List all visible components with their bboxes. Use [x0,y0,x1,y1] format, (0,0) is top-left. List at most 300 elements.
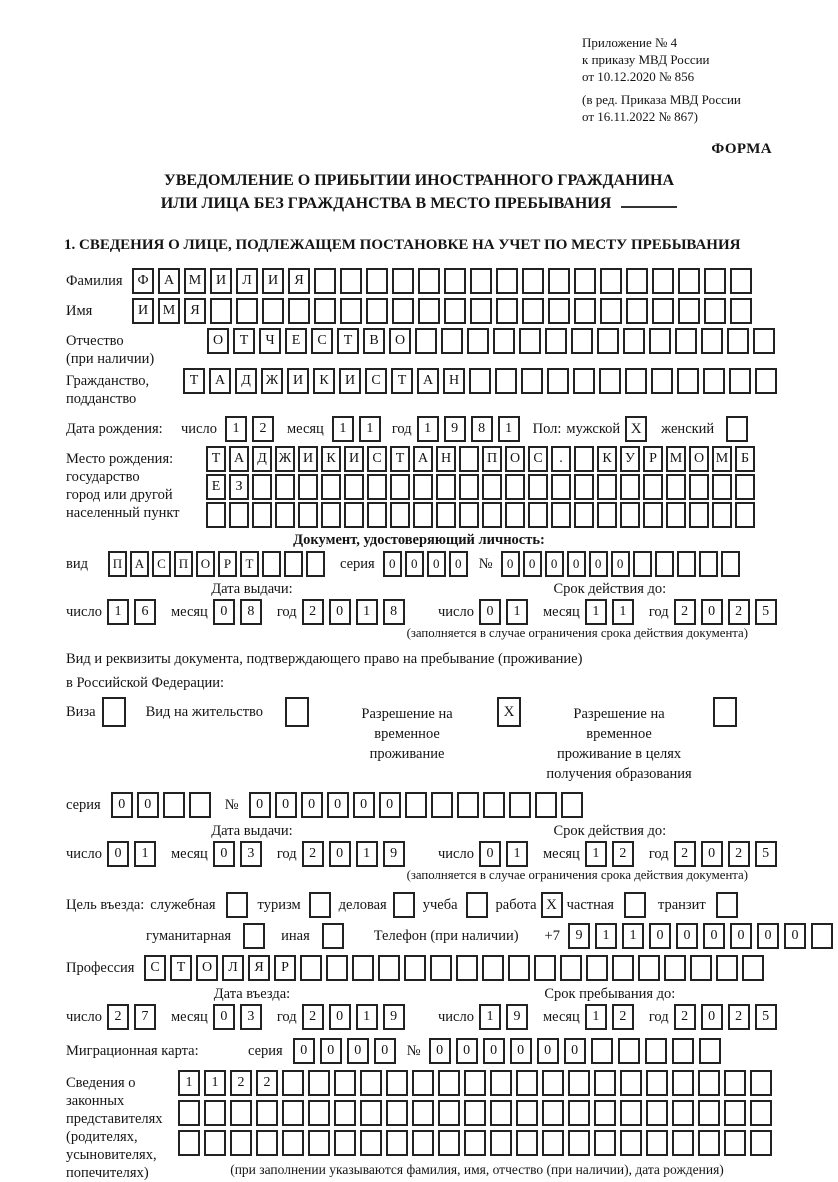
char-cell[interactable] [716,955,738,981]
char-cell[interactable]: С [144,955,166,981]
char-cell[interactable]: 0 [327,792,349,818]
char-cell[interactable] [811,923,833,949]
char-cell[interactable]: 0 [703,923,725,949]
char-cell[interactable] [252,502,272,528]
char-cell[interactable] [698,1070,720,1096]
char-cell[interactable] [677,551,696,577]
male-checkbox[interactable]: X [625,416,647,442]
char-cell[interactable] [548,298,570,324]
char-cell[interactable] [600,298,622,324]
char-cell[interactable]: М [666,446,686,472]
char-cell[interactable]: Я [288,268,310,294]
char-cell[interactable] [646,1070,668,1096]
char-cell[interactable] [367,474,387,500]
char-cell[interactable]: 9 [568,923,590,949]
char-cell[interactable] [204,1130,226,1156]
char-cell[interactable]: Т [233,328,255,354]
char-cell[interactable] [727,328,749,354]
char-cell[interactable] [712,502,732,528]
char-cell[interactable]: А [158,268,180,294]
char-cell[interactable] [574,298,596,324]
char-cell[interactable]: С [311,328,333,354]
char-cell[interactable] [545,328,567,354]
char-cell[interactable] [482,474,502,500]
char-cell[interactable] [344,502,364,528]
char-cell[interactable]: С [367,446,387,472]
char-cell[interactable] [568,1070,590,1096]
char-cell[interactable]: . [551,446,571,472]
char-cell[interactable]: У [620,446,640,472]
char-cell[interactable] [528,474,548,500]
char-cell[interactable] [698,1100,720,1126]
char-cell[interactable]: С [152,551,171,577]
char-cell[interactable]: 0 [449,551,468,577]
char-cell[interactable] [643,474,663,500]
char-cell[interactable] [418,298,440,324]
char-cell[interactable]: 0 [483,1038,505,1064]
char-cell[interactable]: Я [248,955,270,981]
char-cell[interactable]: И [344,446,364,472]
char-cell[interactable] [392,298,414,324]
char-cell[interactable]: 0 [213,599,235,625]
char-cell[interactable] [625,368,647,394]
char-cell[interactable]: 0 [301,792,323,818]
char-cell[interactable] [306,551,325,577]
char-cell[interactable]: К [313,368,335,394]
char-cell[interactable] [755,368,777,394]
char-cell[interactable]: П [482,446,502,472]
char-cell[interactable] [516,1100,538,1126]
char-cell[interactable] [638,955,660,981]
char-cell[interactable] [729,368,751,394]
char-cell[interactable] [666,474,686,500]
char-cell[interactable] [321,474,341,500]
char-cell[interactable] [314,298,336,324]
char-cell[interactable] [516,1130,538,1156]
char-cell[interactable]: 0 [523,551,542,577]
char-cell[interactable] [574,268,596,294]
char-cell[interactable]: 0 [374,1038,396,1064]
char-cell[interactable]: Ж [261,368,283,394]
char-cell[interactable]: И [287,368,309,394]
char-cell[interactable] [620,502,640,528]
char-cell[interactable] [386,1070,408,1096]
char-cell[interactable] [496,268,518,294]
char-cell[interactable] [413,502,433,528]
char-cell[interactable] [390,502,410,528]
char-cell[interactable]: 0 [405,551,424,577]
char-cell[interactable] [516,1070,538,1096]
char-cell[interactable]: 1 [506,841,528,867]
char-cell[interactable] [646,1130,668,1156]
char-cell[interactable] [704,268,726,294]
char-cell[interactable]: Е [285,328,307,354]
char-cell[interactable] [672,1070,694,1096]
char-cell[interactable] [482,955,504,981]
char-cell[interactable] [703,368,725,394]
char-cell[interactable]: С [365,368,387,394]
char-cell[interactable] [334,1070,356,1096]
char-cell[interactable] [412,1070,434,1096]
char-cell[interactable]: И [339,368,361,394]
char-cell[interactable] [412,1130,434,1156]
char-cell[interactable] [620,1130,642,1156]
char-cell[interactable] [275,502,295,528]
char-cell[interactable]: 8 [471,416,493,442]
char-cell[interactable]: 3 [240,1004,262,1030]
char-cell[interactable]: М [712,446,732,472]
char-cell[interactable] [597,502,617,528]
char-cell[interactable]: 0 [611,551,630,577]
char-cell[interactable] [300,955,322,981]
char-cell[interactable] [672,1038,694,1064]
char-cell[interactable]: 0 [347,1038,369,1064]
char-cell[interactable]: 0 [545,551,564,577]
char-cell[interactable] [470,268,492,294]
char-cell[interactable] [730,298,752,324]
char-cell[interactable]: 0 [329,599,351,625]
char-cell[interactable] [505,502,525,528]
char-cell[interactable] [574,446,594,472]
char-cell[interactable] [444,298,466,324]
char-cell[interactable] [724,1100,746,1126]
char-cell[interactable]: 1 [479,1004,501,1030]
char-cell[interactable]: О [505,446,525,472]
char-cell[interactable]: 0 [567,551,586,577]
char-cell[interactable] [724,1070,746,1096]
char-cell[interactable]: 6 [134,599,156,625]
temp-permit-checkbox[interactable]: X [497,697,521,727]
char-cell[interactable] [256,1100,278,1126]
char-cell[interactable]: З [229,474,249,500]
char-cell[interactable] [431,792,453,818]
char-cell[interactable] [459,446,479,472]
char-cell[interactable]: Л [236,268,258,294]
char-cell[interactable] [456,955,478,981]
char-cell[interactable] [490,1100,512,1126]
char-cell[interactable] [649,328,671,354]
char-cell[interactable] [413,474,433,500]
char-cell[interactable] [730,268,752,294]
char-cell[interactable] [340,268,362,294]
char-cell[interactable]: 0 [137,792,159,818]
char-cell[interactable]: 0 [501,551,520,577]
char-cell[interactable] [548,268,570,294]
char-cell[interactable]: М [158,298,180,324]
char-cell[interactable] [467,328,489,354]
char-cell[interactable]: 0 [213,841,235,867]
char-cell[interactable]: В [363,328,385,354]
char-cell[interactable]: И [262,268,284,294]
char-cell[interactable]: Т [183,368,205,394]
char-cell[interactable]: 1 [417,416,439,442]
char-cell[interactable] [699,1038,721,1064]
char-cell[interactable]: Т [390,446,410,472]
char-cell[interactable] [334,1100,356,1126]
char-cell[interactable] [438,1070,460,1096]
char-cell[interactable] [288,298,310,324]
char-cell[interactable]: 0 [379,792,401,818]
char-cell[interactable] [672,1100,694,1126]
char-cell[interactable] [568,1100,590,1126]
char-cell[interactable] [547,368,569,394]
char-cell[interactable]: 0 [111,792,133,818]
char-cell[interactable] [282,1070,304,1096]
char-cell[interactable] [561,792,583,818]
char-cell[interactable] [750,1100,772,1126]
char-cell[interactable] [496,298,518,324]
char-cell[interactable]: 5 [755,841,777,867]
char-cell[interactable] [459,474,479,500]
char-cell[interactable] [542,1100,564,1126]
char-cell[interactable] [620,1100,642,1126]
char-cell[interactable]: 0 [383,551,402,577]
char-cell[interactable]: П [174,551,193,577]
char-cell[interactable]: 1 [356,841,378,867]
char-cell[interactable] [651,368,673,394]
char-cell[interactable] [678,298,700,324]
char-cell[interactable] [594,1070,616,1096]
char-cell[interactable]: 2 [107,1004,129,1030]
char-cell[interactable] [314,268,336,294]
char-cell[interactable]: 0 [275,792,297,818]
female-checkbox[interactable] [726,416,748,442]
char-cell[interactable]: 2 [612,1004,634,1030]
purpose-humanitarian-checkbox[interactable] [243,923,265,949]
char-cell[interactable]: А [417,368,439,394]
char-cell[interactable] [230,1130,252,1156]
char-cell[interactable]: 1 [498,416,520,442]
char-cell[interactable] [626,268,648,294]
char-cell[interactable]: 0 [730,923,752,949]
char-cell[interactable] [252,474,272,500]
char-cell[interactable]: 2 [230,1070,252,1096]
char-cell[interactable]: Т [206,446,226,472]
char-cell[interactable]: 0 [329,1004,351,1030]
char-cell[interactable] [438,1130,460,1156]
char-cell[interactable] [483,792,505,818]
char-cell[interactable]: Е [206,474,226,500]
char-cell[interactable] [284,551,303,577]
char-cell[interactable]: 9 [383,1004,405,1030]
char-cell[interactable] [441,328,463,354]
char-cell[interactable] [360,1070,382,1096]
char-cell[interactable]: 1 [356,1004,378,1030]
char-cell[interactable]: 2 [302,841,324,867]
char-cell[interactable] [586,955,608,981]
purpose-tourism-checkbox[interactable] [309,892,331,918]
char-cell[interactable] [735,502,755,528]
char-cell[interactable]: 0 [649,923,671,949]
char-cell[interactable]: 7 [134,1004,156,1030]
char-cell[interactable]: О [689,446,709,472]
char-cell[interactable]: 1 [134,841,156,867]
char-cell[interactable] [469,368,491,394]
char-cell[interactable] [360,1100,382,1126]
char-cell[interactable]: 0 [701,1004,723,1030]
char-cell[interactable] [436,474,456,500]
char-cell[interactable]: 1 [585,599,607,625]
char-cell[interactable] [600,268,622,294]
char-cell[interactable] [470,298,492,324]
char-cell[interactable]: 1 [107,599,129,625]
char-cell[interactable] [493,328,515,354]
char-cell[interactable] [366,298,388,324]
char-cell[interactable] [522,298,544,324]
char-cell[interactable] [623,328,645,354]
char-cell[interactable] [689,474,709,500]
purpose-other-checkbox[interactable] [322,923,344,949]
char-cell[interactable] [390,474,410,500]
char-cell[interactable]: К [597,446,617,472]
char-cell[interactable]: 0 [479,841,501,867]
char-cell[interactable]: 5 [755,599,777,625]
char-cell[interactable] [436,502,456,528]
char-cell[interactable] [340,298,362,324]
char-cell[interactable] [712,474,732,500]
char-cell[interactable] [620,1070,642,1096]
char-cell[interactable] [597,328,619,354]
char-cell[interactable] [457,792,479,818]
char-cell[interactable]: Я [184,298,206,324]
char-cell[interactable]: 0 [107,841,129,867]
char-cell[interactable]: 2 [256,1070,278,1096]
char-cell[interactable]: Т [240,551,259,577]
char-cell[interactable]: 0 [757,923,779,949]
char-cell[interactable] [542,1070,564,1096]
char-cell[interactable] [618,1038,640,1064]
char-cell[interactable] [591,1038,613,1064]
char-cell[interactable] [367,502,387,528]
char-cell[interactable]: 0 [589,551,608,577]
char-cell[interactable] [666,502,686,528]
char-cell[interactable]: 0 [537,1038,559,1064]
char-cell[interactable] [560,955,582,981]
char-cell[interactable]: 2 [728,841,750,867]
char-cell[interactable]: Т [391,368,413,394]
char-cell[interactable] [386,1100,408,1126]
char-cell[interactable] [282,1130,304,1156]
purpose-work-checkbox[interactable]: X [541,892,563,918]
char-cell[interactable] [689,502,709,528]
char-cell[interactable] [664,955,686,981]
char-cell[interactable] [620,474,640,500]
char-cell[interactable] [699,551,718,577]
char-cell[interactable]: 2 [674,841,696,867]
char-cell[interactable]: О [196,551,215,577]
char-cell[interactable] [189,792,211,818]
char-cell[interactable] [386,1130,408,1156]
char-cell[interactable] [551,502,571,528]
char-cell[interactable]: А [229,446,249,472]
char-cell[interactable]: 2 [302,1004,324,1030]
char-cell[interactable]: Ж [275,446,295,472]
char-cell[interactable] [534,955,556,981]
residence-permit-checkbox[interactable] [285,697,309,727]
char-cell[interactable] [412,1100,434,1126]
char-cell[interactable] [256,1130,278,1156]
char-cell[interactable]: А [130,551,149,577]
char-cell[interactable] [236,298,258,324]
char-cell[interactable]: Ч [259,328,281,354]
char-cell[interactable] [366,268,388,294]
char-cell[interactable]: 0 [676,923,698,949]
char-cell[interactable]: 0 [427,551,446,577]
char-cell[interactable] [655,551,674,577]
char-cell[interactable] [508,955,530,981]
char-cell[interactable]: Р [274,955,296,981]
char-cell[interactable]: 5 [755,1004,777,1030]
char-cell[interactable] [568,1130,590,1156]
char-cell[interactable]: 0 [701,841,723,867]
char-cell[interactable] [594,1130,616,1156]
char-cell[interactable] [704,298,726,324]
char-cell[interactable] [652,268,674,294]
char-cell[interactable] [298,474,318,500]
char-cell[interactable]: 1 [225,416,247,442]
char-cell[interactable] [753,328,775,354]
char-cell[interactable] [528,502,548,528]
char-cell[interactable] [308,1070,330,1096]
char-cell[interactable]: К [321,446,341,472]
char-cell[interactable]: 1 [178,1070,200,1096]
char-cell[interactable]: И [132,298,154,324]
char-cell[interactable]: 2 [612,841,634,867]
char-cell[interactable]: О [196,955,218,981]
char-cell[interactable]: Д [252,446,272,472]
char-cell[interactable]: 2 [728,599,750,625]
char-cell[interactable] [495,368,517,394]
char-cell[interactable]: 2 [252,416,274,442]
char-cell[interactable] [308,1130,330,1156]
char-cell[interactable] [571,328,593,354]
char-cell[interactable] [438,1100,460,1126]
char-cell[interactable] [626,298,648,324]
char-cell[interactable] [262,298,284,324]
char-cell[interactable]: Л [222,955,244,981]
char-cell[interactable] [459,502,479,528]
char-cell[interactable]: М [184,268,206,294]
char-cell[interactable] [750,1130,772,1156]
char-cell[interactable] [521,368,543,394]
char-cell[interactable] [612,955,634,981]
char-cell[interactable]: 2 [674,1004,696,1030]
char-cell[interactable]: 9 [506,1004,528,1030]
char-cell[interactable]: 0 [213,1004,235,1030]
char-cell[interactable]: 1 [612,599,634,625]
purpose-business-checkbox[interactable] [393,892,415,918]
char-cell[interactable] [229,502,249,528]
char-cell[interactable] [724,1130,746,1156]
char-cell[interactable] [163,792,185,818]
char-cell[interactable] [643,502,663,528]
char-cell[interactable]: 0 [320,1038,342,1064]
char-cell[interactable] [645,1038,667,1064]
char-cell[interactable]: С [528,446,548,472]
char-cell[interactable]: Н [443,368,465,394]
char-cell[interactable]: Т [337,328,359,354]
char-cell[interactable] [392,268,414,294]
char-cell[interactable]: Д [235,368,257,394]
char-cell[interactable] [721,551,740,577]
char-cell[interactable] [522,268,544,294]
char-cell[interactable] [574,474,594,500]
char-cell[interactable] [542,1130,564,1156]
char-cell[interactable]: 1 [332,416,354,442]
char-cell[interactable] [509,792,531,818]
char-cell[interactable] [418,268,440,294]
char-cell[interactable]: 1 [359,416,381,442]
